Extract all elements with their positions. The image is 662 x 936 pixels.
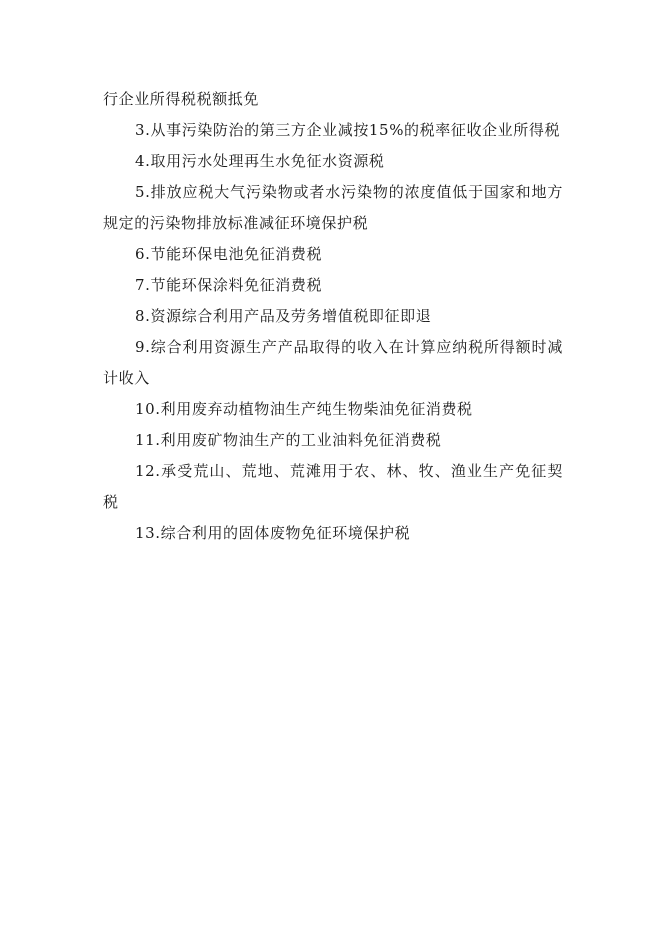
document-body [103, 84, 563, 549]
paragraph-item-5: 5.排放应税大气污染物或者水污染物的浓度值低于国家和地方规定的污染物排放标准减征环境保护税 [103, 183, 563, 232]
paragraph-item-3: 3.从事污染防治的第三方企业减按15%的税率征收企业所得税 [135, 121, 561, 139]
paragraph-item-6: 6.节能环保电池免征消费税 [135, 245, 323, 263]
paragraph-item-8: 8.资源综合利用产品及劳务增值税即征即退 [135, 307, 432, 325]
paragraph-item-4: 4.取用污水处理再生水免征水资源税 [135, 152, 385, 170]
paragraph-item-10: 10.利用废弃动植物油生产纯生物柴油免征消费税 [135, 400, 473, 418]
paragraph-continuation: 行企业所得税税额抵免 [103, 90, 260, 108]
paragraph-item-12: 12.承受荒山、荒地、荒滩用于农、林、牧、渔业生产免征契税 [103, 462, 563, 511]
paragraph-item-13: 13.综合利用的固体废物免征环境保护税 [135, 524, 411, 542]
paragraph-item-9: 9.综合利用资源生产产品取得的收入在计算应纳税所得额时减计收入 [103, 338, 563, 387]
paragraph-item-11: 11.利用废矿物油生产的工业油料免征消费税 [135, 431, 442, 449]
paragraph-item-7: 7.节能环保涂料免征消费税 [135, 276, 323, 294]
